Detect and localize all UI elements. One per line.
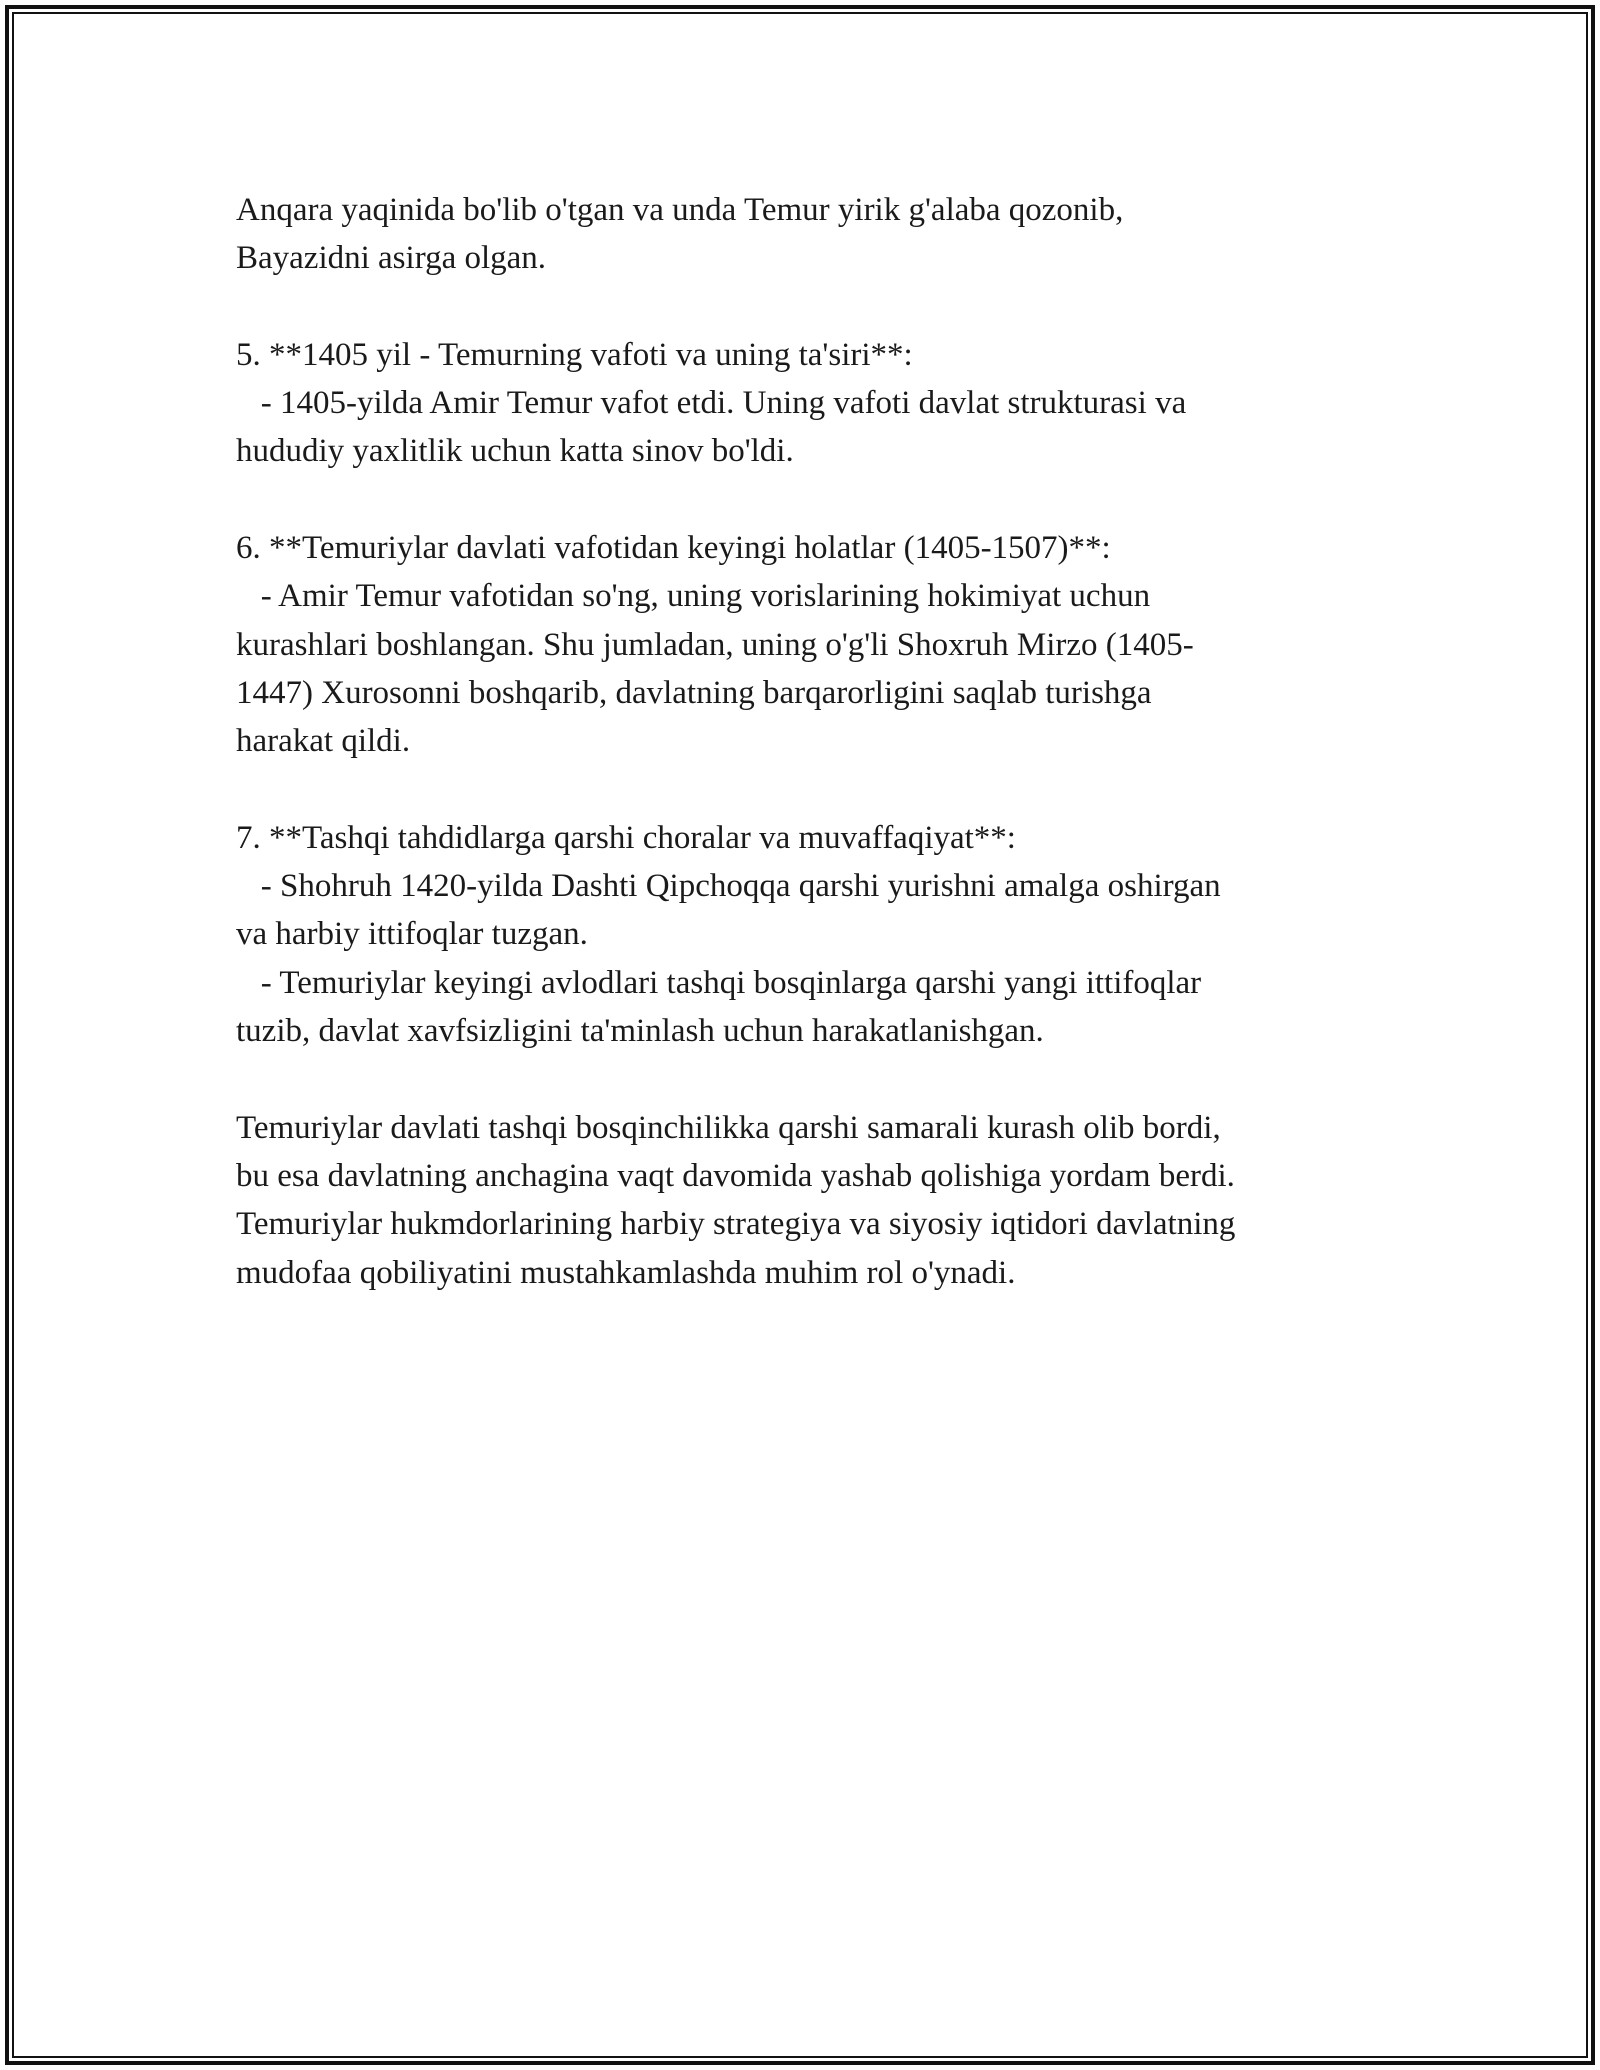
text-line: - Amir Temur vafotidan so'ng, uning vorislarining hokimiyat uchun (236, 578, 1151, 615)
section-heading: 7. **Tashqi tahdidlarga qarshi choralar va muvaffaqiyat**: (236, 819, 1016, 856)
blank-line (236, 1055, 1366, 1103)
text-line: mudofaa qobiliyatini mustahkamlashda muhim rol o'ynadi. (236, 1254, 1016, 1291)
blank-line (236, 766, 1366, 814)
text-line: tuzib, davlat xavfsizligini ta'minlash uchun harakatlanishgan. (236, 1013, 1044, 1050)
document-body (236, 186, 1366, 1297)
text-line: Anqara yaqinida bo'lib o'tgan va unda Temur yirik g'alaba qozonib, (236, 192, 1124, 228)
text-line: - 1405-yilda Amir Temur vafot etdi. Uning vafoti davlat strukturasi va (236, 385, 1187, 422)
text-line: hududiy yaxlitlik uchun katta sinov bo'ldi. (236, 433, 794, 470)
text-line: va harbiy ittifoqlar tuzgan. (236, 916, 588, 953)
text-line: Bayazidni asirga olgan. (236, 240, 547, 277)
section-heading: 6. **Temuriylar davlati vafotidan keyingi holatlar (1405-1507)**: (236, 530, 1111, 567)
text-line: - Temuriylar keyingi avlodlari tashqi bosqinlarga qarshi yangi ittifoqlar (236, 964, 1202, 1001)
text-line: kurashlari boshlangan. Shu jumladan, uning o'g'li Shoxruh Mirzo (1405- (236, 626, 1194, 663)
section-heading: 5. **1405 yil - Temurning vafoti va uning ta'siri**: (236, 336, 913, 373)
text-line: harakat qildi. (236, 723, 411, 760)
text-line: Temuriylar hukmdorlarining harbiy strategiya va siyosiy iqtidori davlatning (236, 1206, 1236, 1243)
blank-line (236, 283, 1366, 331)
text-line: Temuriylar davlati tashqi bosqinchilikka qarshi samarali kurash olib bordi, (236, 1109, 1221, 1146)
text-line: 1447) Xurosonni boshqarib, davlatning barqarorligini saqlab turishga (236, 674, 1152, 711)
text-line: - Shohruh 1420-yilda Dashti Qipchoqqa qarshi yurishni amalga oshirgan (236, 868, 1221, 905)
text-line: bu esa davlatning anchagina vaqt davomida yashab qolishiga yordam berdi. (236, 1157, 1235, 1194)
blank-line (236, 476, 1366, 524)
